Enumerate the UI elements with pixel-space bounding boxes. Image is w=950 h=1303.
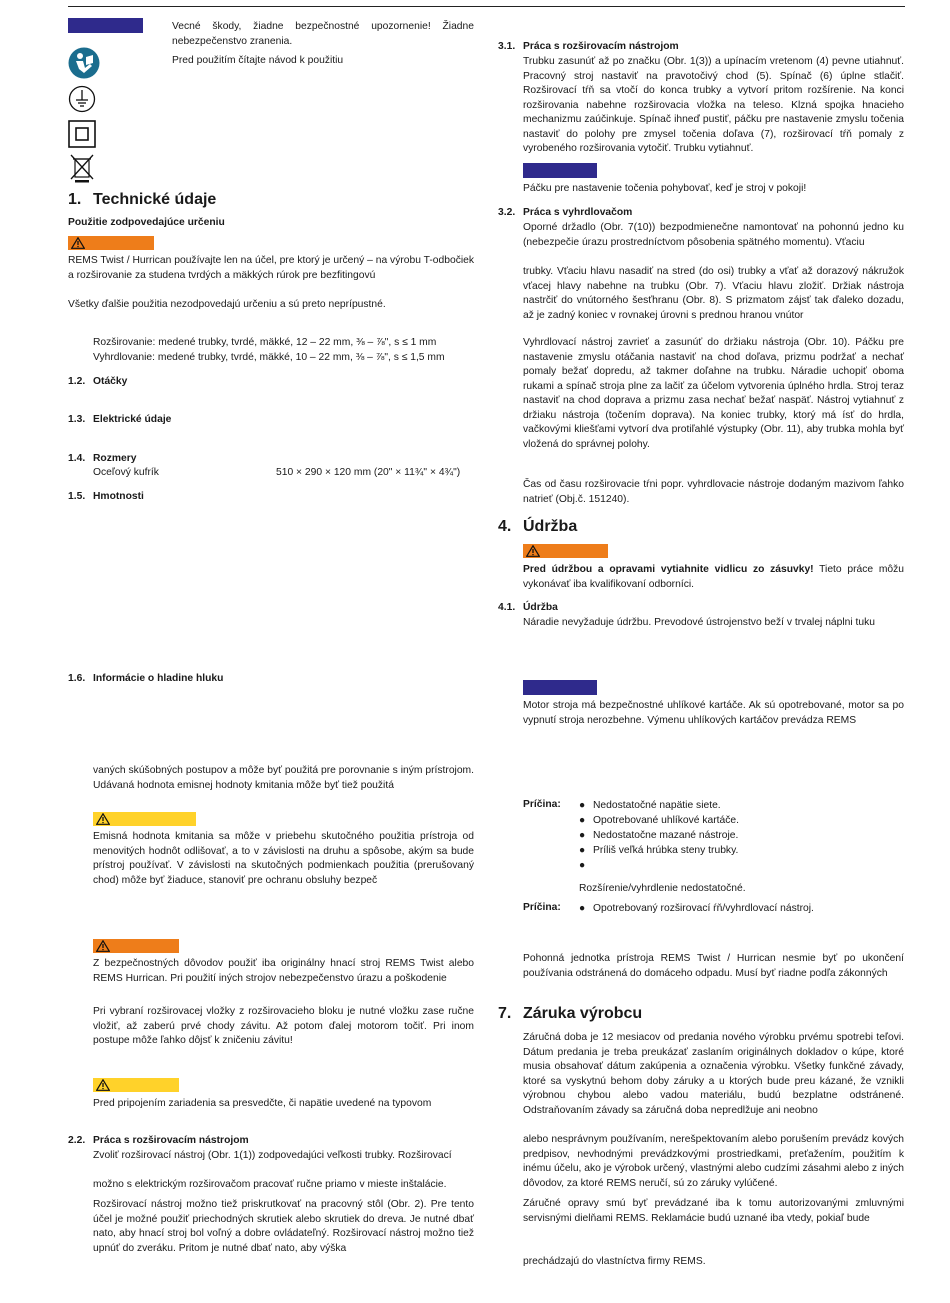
cause-item-text: Opotrebované uhlíkové kartáče.	[593, 815, 739, 826]
insert-text: Pri vybraní rozširovacej vložky z rozširovacieho bloku je nutné vložku zase ručne vložiť, až zaberú prvé chody závitu. Až potom ďalej motorom točiť. Pri inom postupe môže ľahko dôjsť k zničeniu závitu!	[93, 1006, 474, 1046]
cause-label: Príčina:	[523, 799, 561, 810]
lubrication-text: Čas od času rozširovacie tŕni popr. vyhrdlovacie nástroje dodaným mazivom ľahko natrieť (Obj.č. 151240).	[523, 479, 904, 505]
double-insulation-icon	[68, 120, 96, 148]
section-7-heading	[498, 1005, 642, 1023]
section-1-3-number: 1.3.	[68, 414, 86, 425]
cause-label: Príčina:	[523, 902, 561, 913]
other-use-text: Všetky ďalšie použitia nezodpovedajú určeniu a sú preto neprípustné.	[68, 299, 386, 310]
list-item: ● Opotrebovaný rozširovací ŕň/vyhrdlovací nástroj.	[579, 903, 814, 914]
section-2-2-text: Zvoliť rozširovací nástroj (Obr. 1(1)) zodpovedajúci veľkosti trubky. Rozširovací	[93, 1150, 452, 1161]
warning-triangle-icon	[71, 237, 85, 249]
section-4-1-number: 4.1.	[498, 602, 516, 613]
manual-text: Pred použitím čítajte návod k použitiu	[172, 55, 344, 66]
original-drive-text: Z bezpečnostných dôvodov použiť iba originálny hnací stroj REMS Twist alebo REMS Hurrican. Pri použití iných strojov nebezpečenstvo úrazu a poškodenie	[93, 958, 474, 984]
spec-socketing: Vyhrdlovanie: medené trubky, tvrdé, mäkké, 10 – 22 mm, ⅜ – ⅞", s ≤ 1,5 mm	[93, 352, 445, 363]
cause-list	[579, 798, 739, 873]
list-item: ●	[579, 860, 586, 871]
cause-item-text: Nedostatočné napätie siete.	[593, 800, 721, 811]
section-1-2-title: Otáčky	[93, 376, 128, 387]
section-3-1-title: Práca s rozširovacím nástrojom	[523, 41, 679, 52]
warranty-text-3: Záručné opravy smú byť prevádzané iba k tomu autorizovanými zmluvnými servisnými dielňami REMS. Reklamácie budú uznané iba vtedy, pokiaľ bude	[523, 1198, 904, 1224]
warning-triangle-icon	[96, 1079, 110, 1091]
list-item: ● Nedostatočne mazané nástroje.	[579, 830, 739, 841]
section-3-2-text-3: Vyhrdlovací nástroj zavrieť a zasunúť do držiaku nástroja (Obr. 10). Páčku pre nastavenie zmyslu otáčania nastaviť na chod doľava, prizmu podržať a nechať pomaly bežať dopredu, až takmer doľahne na trubku. Náradie uchopiť oboma rukami a spínač stroja plne za lačiť za účelom vytvorenia úplného hrdla. Stroj teraz nastaviť na chod doprava a prizmu zasa nechať bežať naspäť. Nástroj vytiahnuť z držiaku nástroja (točením doprava). Na koniec trubky, ktorý má ísť do hrdla, vačkovými kliešťami vytvorí dva protiľahlé výstupky (Obr. 11), aby trubka mohla byť vložená do správnej polohy.	[523, 337, 904, 450]
section-1-3-heading	[68, 414, 171, 425]
warranty-text-2: alebo nesprávnym používaním, nerešpektovaním alebo porušením prevádz kových predpisov, nevhodnými prevádzkovými prostriedkami, preťažením, použitím k inému účelu, ako je výrobok určený, vlastnými alebo cudzími zásahmi alebo z iných dôvodov, za ktoré REMS neručí, sú zo záruky vylúčené.	[523, 1134, 904, 1189]
section-7-title: Záruka výrobcu	[523, 1005, 643, 1022]
section-1-4-number: 1.4.	[68, 453, 86, 464]
workbench-text: Rozširovací nástroj možno tiež priskrutkovať na pracovný stôl (Obr. 2). Pre tento účel je možné použiť priechodných skrutiek alebo skrutiek do dreva. Je nutné dbať nato, aby hnací stroj bol voľný a dobre ovládateľný. Rozširovací nástroj možno tiež upnúť do zveráku. Pritom je nutné dbať nato, aby výška	[93, 1199, 474, 1254]
steel-case-dimensions: 510 × 290 × 120 mm (20" × 11¾" × 4¾")	[276, 467, 461, 478]
section-3-1-number: 3.1.	[498, 41, 516, 52]
section-3-2-title: Práca s vyhrdlovačom	[523, 207, 633, 218]
manual-expander-text: možno s elektrickým rozširovačom pracovať ručne priamo v mieste inštalácie.	[93, 1179, 447, 1190]
use-heading: Použitie zodpovedajúce určeniu	[68, 217, 225, 228]
warning-label-bar	[93, 939, 179, 953]
section-3-2-text-2: trubky. Vťaciu hlavu nasadiť na stred (do osi) trubky a vťať až dorazový nákružok vťacej hlavy nabehne na trubku (Obr. 7). Vťaciu hlavu zložiť. Držiak nástroja nastrčiť do vnútorného šesťhranu (Obr. 8). S prizmatom zájsť tak ďaleko dozadu, až je zadný koniec v rovnakej úrovni s prednou hranou vnútor	[523, 266, 904, 321]
section-4-1-title: Údržba	[523, 602, 558, 613]
section-1-3-title: Elektrické údaje	[93, 414, 172, 425]
warning-triangle-icon	[526, 545, 540, 557]
spec-expanding: Rozširovanie: medené trubky, tvrdé, mäkké, 12 – 22 mm, ⅜ – ⅞", s ≤ 1 mm	[93, 337, 437, 348]
voltage-text: Pred pripojením zariadenia sa presvedčte, či napätie uvedené na typovom	[93, 1098, 432, 1109]
warning-label-bar	[523, 544, 608, 558]
section-1-title: Technické údaje	[93, 191, 217, 208]
cause-item-text: Príliš veľká hrúbka steny trubky.	[593, 845, 739, 856]
section-1-5-heading	[68, 491, 144, 502]
warning-triangle-icon	[96, 813, 110, 825]
cause-item-text: Opotrebovaný rozširovací ŕň/vyhrdlovací nástroj.	[593, 903, 814, 914]
symptom-text: Rozšírenie/vyhrdlenie nedostatočné.	[579, 883, 746, 894]
warranty-text-4: prechádzajú do vlastníctva firmy REMS.	[523, 1256, 706, 1267]
section-3-1-heading	[498, 41, 679, 52]
read-manual-icon	[68, 47, 100, 79]
cause-item-text: Nedostatočne mazané nástroje.	[593, 830, 739, 841]
warranty-text-1: Záručná doba je 12 mesiacov od predania nového výrobku prvému spotrebi teľovi. Dátum predania je treba preukázať zaslaním originálnych dokladov o kúpe, ktoré musia obsahovať dátum zakúpenia a označenia výrobku. Všetky funkčné závady, ktoré sa vyskytnú behom doby záruky a u ktorých bude preu kázané, že vznikli výrobnou chybou alebo vadou materiálu, budú bezplatne odstránené. Odstraňovaním závady sa záručná doba nepredlžuje ani neobno	[523, 1032, 904, 1116]
section-1-number: 1.	[68, 191, 82, 208]
list-item: ● Opotrebované uhlíkové kartáče.	[579, 815, 739, 826]
unplug-warning-bold: Pred údržbou a opravami vytiahnite vidlicu zo zásuvky!	[523, 564, 814, 575]
warning-label-bar	[68, 236, 154, 250]
section-7-number: 7.	[498, 1005, 512, 1022]
cause-list-2	[579, 901, 814, 916]
crossed-out-bin-icon	[68, 153, 96, 183]
caution-label-bar	[93, 812, 196, 826]
notice-text: Vecné škody, žiadne bezpečnostné upozornenie! Žiadne nebezpečenstvo zranenia.	[172, 21, 474, 47]
section-3-2-text: Oporné držadlo (Obr. 7(10)) bezpodmienečne namontovať na pohonnú jedno ku (nebezpečie úrazu prostredníctvom pôsobenia spätného momentu). Vťaciu	[523, 222, 904, 248]
carbon-brush-text: Motor stroja má bezpečnostné uhlíkové kartáče. Ak sú opotrebované, motor sa po vypnutí stroja nerozbehne. Výmenu uhlíkových kartáčov prevádza REMS	[523, 700, 904, 726]
section-3-2-number: 3.2.	[498, 207, 516, 218]
section-1-4-title: Rozmery	[93, 453, 137, 464]
section-2-2-heading	[68, 1135, 249, 1146]
steel-case-label: Oceľový kufrík	[93, 467, 159, 478]
section-1-6-number: 1.6.	[68, 673, 86, 684]
unplug-warning-rest: Tieto práce môžu vykonávať iba kvalifikovaní odborníci.	[523, 564, 905, 590]
section-4-1-heading	[498, 602, 558, 613]
warning-triangle-icon	[96, 940, 110, 952]
section-4-1-text: Náradie nevyžaduje údržbu. Prevodové ústrojenstvo beží v trvalej náplni tuku	[523, 617, 876, 628]
list-item: ● Príliš veľká hrúbka steny trubky.	[579, 845, 739, 856]
vibration-text: vaných skúšobných postupov a môže byť použitá pre porovnanie s iným prístrojom. Udávaná hodnota emisnej hodnoty kmitania môže byť tiež použitá	[93, 765, 474, 791]
use-text: REMS Twist / Hurrican používajte len na účel, pre ktorý je určený – na výrobu T-odbočiek a rozširovanie za studena tvrdých a mäkkých rúrok pre bezfitingovú	[68, 255, 474, 281]
notice-label-bar	[523, 163, 597, 178]
section-1-4-heading	[68, 453, 137, 464]
caution-label-bar	[93, 1078, 179, 1092]
section-2-2-number: 2.2.	[68, 1135, 86, 1146]
section-1-6-heading	[68, 673, 223, 684]
section-4-title: Údržba	[523, 518, 578, 535]
section-1-heading	[68, 191, 216, 209]
unplug-warning	[523, 563, 904, 592]
list-item: ● Nedostatočné napätie siete.	[579, 800, 721, 811]
section-3-1-text: Trubku zasunúť až po značku (Obr. 1(3)) a upínacím vretenom (4) pevne utiahnuť. Pracovný stroj nastaviť na pravotočivý chod (5). Spínač (6) úplne stlačiť. Rozširovací tŕň sa vtočí do konca trubky a vytvorí pritom rozšírenie. Na konci rozširovania nabehne rozširovacia vložka na teleso. Klzná spojka hnacieho mechanizmu zaúčinkuje. Spínač ihneď pustiť, páčku pre nastavenie zmyslu točenia nastaviť do polohy pre zmysel točenia doľava (7), rozširovací tŕň pomaly z vyrobeného rozširovania vytočiť. Trubku vytiahnuť.	[523, 56, 904, 154]
protective-earth-icon	[68, 85, 96, 113]
section-1-5-title: Hmotnosti	[93, 491, 144, 502]
section-1-6-title: Informácie o hladine hluku	[93, 673, 224, 684]
top-rule	[68, 6, 905, 7]
vibration-caution-text: Emisná hodnota kmitania sa môže v priebehu skutočného použitia prístroja od menovitých hodnôt odlišovať, a to v závislosti na druhu a spôsobe, akým sa bude prístroj používať. V závislosti na skutočných podmienkach použitia (prerušovaný chod) môže byť žiaduce, stanoviť pre ochranu obsluhy bezpeč	[93, 831, 474, 886]
section-4-number: 4.	[498, 518, 512, 535]
section-4-heading	[498, 518, 577, 536]
disposal-text: Pohonná jednotka prístroja REMS Twist / Hurrican nesmie byť po ukončení používania odstránená do domáceho odpadu. Musí byť riadne podľa zákonných	[523, 953, 904, 979]
section-1-5-number: 1.5.	[68, 491, 86, 502]
section-1-2-heading	[68, 376, 127, 387]
notice-label-bar	[523, 680, 597, 695]
notice-label-bar	[68, 18, 143, 33]
section-2-2-title: Práca s rozširovacím nástrojom	[93, 1135, 249, 1146]
lever-note: Páčku pre nastavenie točenia pohybovať, keď je stroj v pokoji!	[523, 183, 807, 194]
section-1-2-number: 1.2.	[68, 376, 86, 387]
section-3-2-heading	[498, 207, 632, 218]
